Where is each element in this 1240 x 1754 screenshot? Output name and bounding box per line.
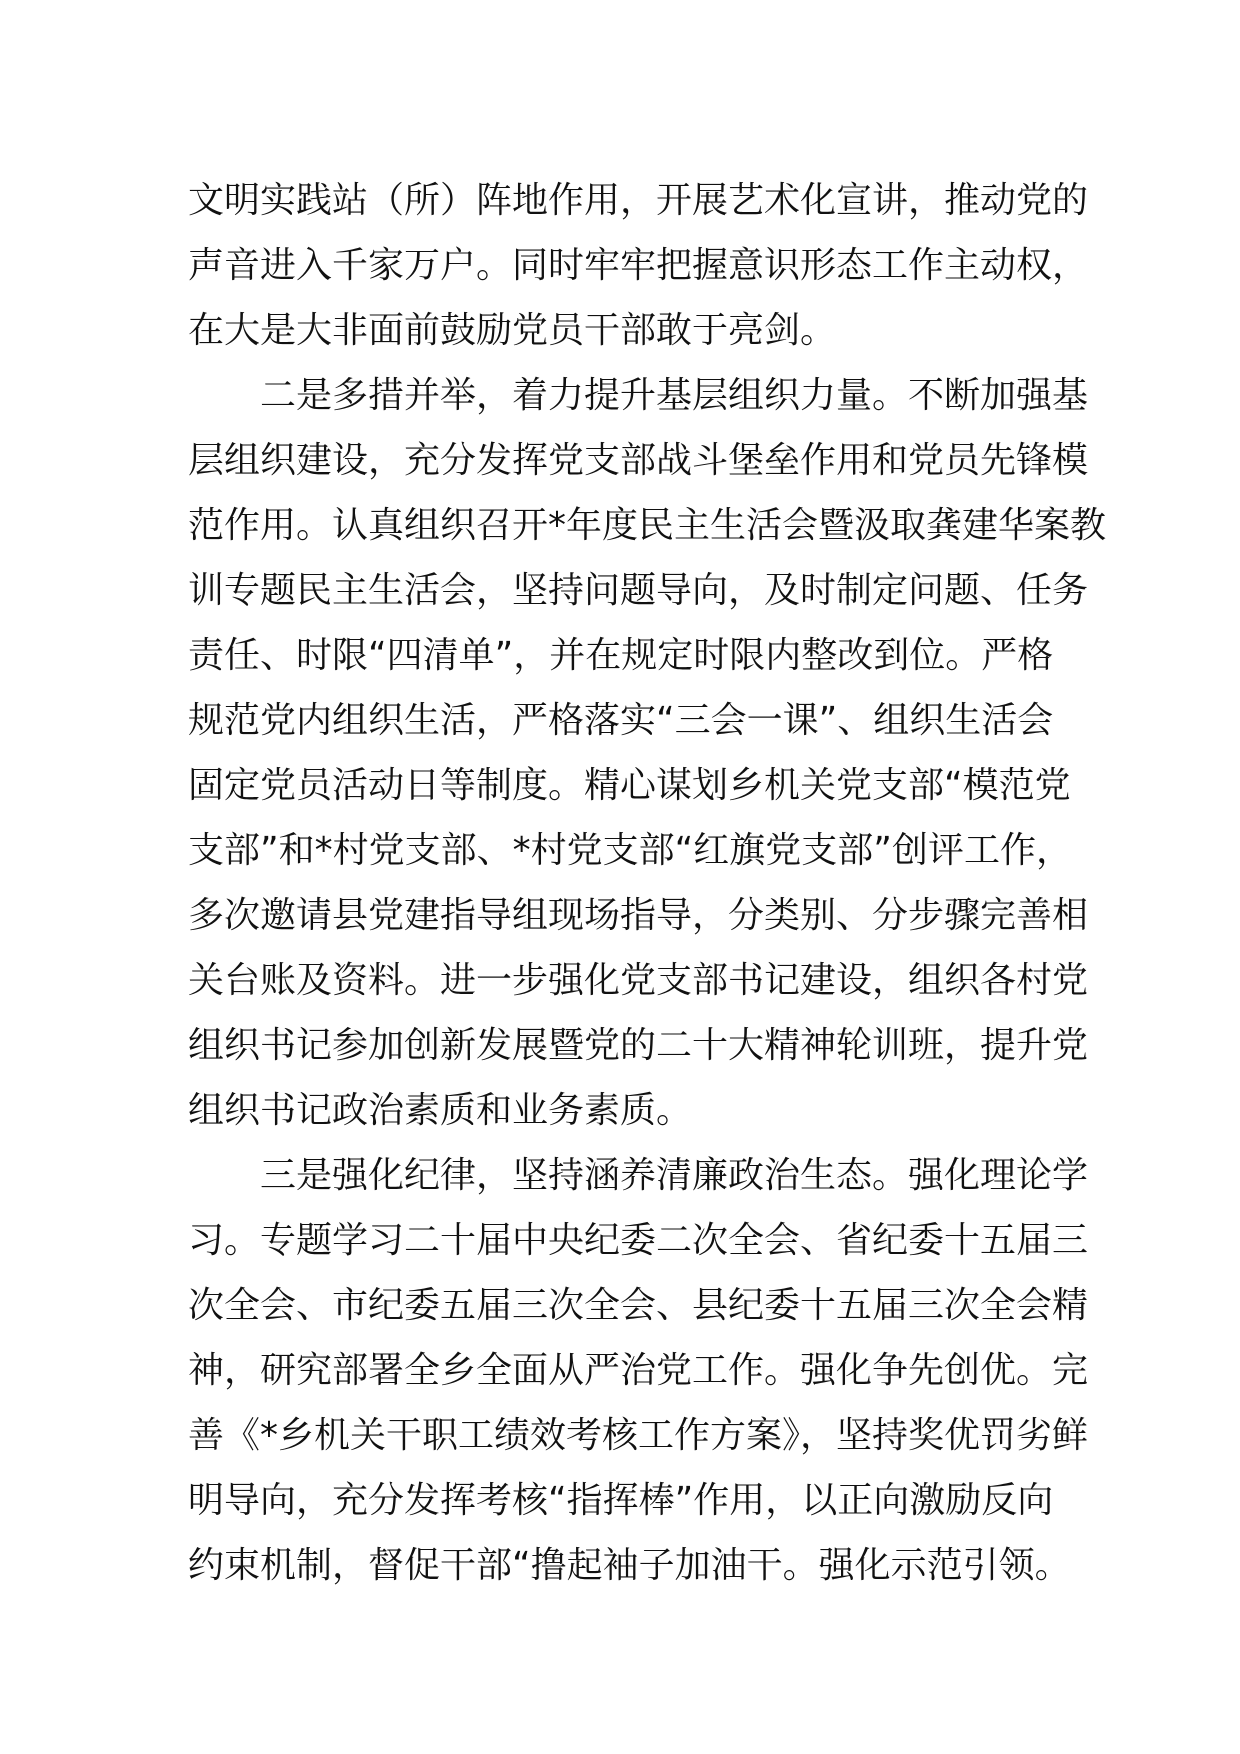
text-line: 组织书记政治素质和业务素质。 [188, 1090, 693, 1131]
text-line: 明导向，充分发挥考核“指挥棒”作用，以正向激励反向 [188, 1480, 1054, 1521]
text-line: 组织书记参加创新发展暨党的二十大精神轮训班，提升党 [188, 1025, 1089, 1066]
text-line: 三是强化纪律，坚持涵养清廉政治生态。强化理论学 [188, 1155, 1089, 1196]
text-line: 层组织建设，充分发挥党支部战斗堡垒作用和党员先锋模 [188, 440, 1089, 481]
text-line: 多次邀请县党建指导组现场指导，分类别、分步骤完善相 [188, 895, 1089, 936]
text-line: 习。专题学习二十届中央纪委二次全会、省纪委十五届三 [188, 1220, 1089, 1261]
text-line: 神，研究部署全乡全面从严治党工作。强化争先创优。完 [188, 1350, 1089, 1391]
text-line: 二是多措并举，着力提升基层组织力量。不断加强基 [188, 375, 1089, 416]
text-line: 在大是大非面前鼓励党员干部敢于亮剑。 [188, 310, 837, 351]
text-line: 次全会、市纪委五届三次全会、县纪委十五届三次全会精 [188, 1285, 1089, 1326]
document-body [188, 168, 1107, 1598]
text-line: 关台账及资料。进一步强化党支部书记建设，组织各村党 [188, 960, 1089, 1001]
text-line: 善《*乡机关干职工绩效考核工作方案》，坚持奖优罚劣鲜 [188, 1415, 1089, 1456]
text-line: 训专题民主生活会，坚持问题导向，及时制定问题、任务 [188, 570, 1089, 611]
text-line: 规范党内组织生活，严格落实“三会一课”、组织生活会 [188, 700, 1054, 741]
text-line: 约束机制，督促干部“撸起袖子加油干。强化示范引领。 [188, 1545, 1071, 1586]
text-line: 支部”和*村党支部、*村党支部“红旗党支部”创评工作， [188, 830, 1072, 871]
text-line: 固定党员活动日等制度。精心谋划乡机关党支部“模范党 [188, 765, 1071, 806]
text-line: 声音进入千家万户。同时牢牢把握意识形态工作主动权， [188, 245, 1089, 286]
text-line: 范作用。认真组织召开*年度民主生活会暨汲取龚建华案教 [188, 505, 1107, 546]
text-line: 责任、时限“四清单”，并在规定时限内整改到位。严格 [188, 635, 1054, 676]
text-line: 文明实践站（所）阵地作用，开展艺术化宣讲，推动党的 [188, 180, 1089, 221]
